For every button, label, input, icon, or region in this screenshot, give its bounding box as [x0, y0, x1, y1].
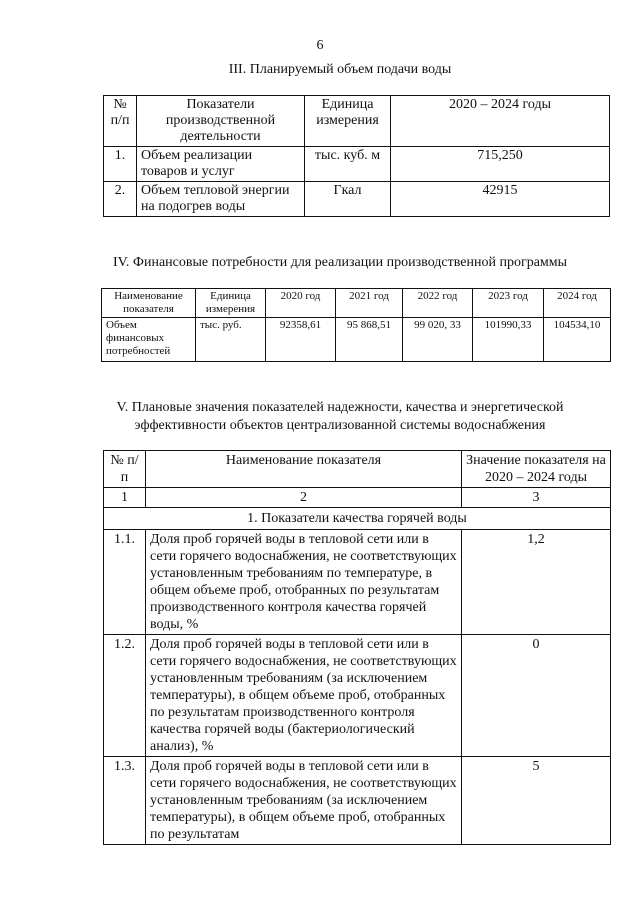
row-num: 2. [104, 182, 137, 217]
row-num: 1.2. [104, 635, 146, 757]
header-num: № п/п [104, 96, 137, 147]
table-row [104, 757, 611, 845]
header-unit: Единица измерения [196, 289, 266, 318]
row-value: 95 868,51 [336, 318, 403, 362]
page-number: 6 [316, 38, 324, 53]
table-header-row [104, 96, 610, 147]
row-value: 101990,33 [473, 318, 544, 362]
header-indicator: Показатели производственной деятельности [137, 96, 305, 147]
row-value: 99 020, 33 [403, 318, 473, 362]
row-num: 1.1. [104, 530, 146, 635]
table-row [104, 182, 610, 217]
section-4-title: IV. Финансовые потребности для реализации производственной программы [112, 255, 568, 270]
row-text: Доля проб горячей воды в тепловой сети или в сети горячего водоснабжения, не соответствующих установленным требованиям (за исключением температуры), в общем объеме проб, отобранных по результатам [146, 757, 462, 845]
row-value: 5 [462, 757, 611, 845]
group-header-row [104, 508, 611, 530]
row-value: 42915 [391, 182, 610, 217]
row-text: Доля проб горячей воды в тепловой сети или в сети горячего водоснабжения, не соответствующих установленным требованиям по температуре, в общем объеме проб, отобранных по результатам производственного контроля качества горячей воды, % [146, 530, 462, 635]
column-number: 2 [146, 488, 462, 508]
table-header-row [102, 289, 611, 318]
header-unit: Единица измерения [305, 96, 391, 147]
row-num: 1.3. [104, 757, 146, 845]
header-num: № п/п [104, 451, 146, 488]
header-name: Наименование показателя [146, 451, 462, 488]
section-5-title-line2: эффективности объектов централизованной системы водоснабжения [134, 418, 546, 433]
row-unit: Гкал [305, 182, 391, 217]
column-number: 1 [104, 488, 146, 508]
column-number: 3 [462, 488, 611, 508]
row-name: Объем финансовых потребностей [102, 318, 196, 362]
row-unit: тыс. руб. [196, 318, 266, 362]
section-5-title-line1: V. Плановые значения показателей надежности, качества и энергетической [116, 400, 564, 415]
table-row [102, 318, 611, 362]
row-unit: тыс. куб. м [305, 147, 391, 182]
row-value: 0 [462, 635, 611, 757]
financial-needs-table [101, 288, 611, 362]
header-year: 2020 год [266, 289, 336, 318]
row-name: Объем реализации товаров и услуг [137, 147, 305, 182]
header-period: 2020 – 2024 годы [391, 96, 610, 147]
header-year: 2023 год [473, 289, 544, 318]
column-number-row [104, 488, 611, 508]
row-value: 92358,61 [266, 318, 336, 362]
row-name: Объем тепловой энергии на подогрев воды [137, 182, 305, 217]
table-header-row [104, 451, 611, 488]
section-3-title: III. Планируемый объем подачи воды [228, 62, 452, 77]
header-value: Значение показателя на 2020 – 2024 годы [462, 451, 611, 488]
reliability-indicators-table [103, 450, 611, 845]
header-name: Наименование показателя [102, 289, 196, 318]
row-text: Доля проб горячей воды в тепловой сети или в сети горячего водоснабжения, не соответствующих установленным требованиям (за исключением температуры), в общем объеме проб, отобранных по результатам производственного контроля качества горячей воды (бактериологический анализ), % [146, 635, 462, 757]
supply-volume-table [103, 95, 610, 217]
row-value: 104534,10 [544, 318, 611, 362]
table-row [104, 635, 611, 757]
group-title: 1. Показатели качества горячей воды [104, 508, 611, 530]
row-value: 715,250 [391, 147, 610, 182]
row-value: 1,2 [462, 530, 611, 635]
header-year: 2022 год [403, 289, 473, 318]
header-year: 2024 год [544, 289, 611, 318]
table-row [104, 530, 611, 635]
row-num: 1. [104, 147, 137, 182]
table-row [104, 147, 610, 182]
header-year: 2021 год [336, 289, 403, 318]
